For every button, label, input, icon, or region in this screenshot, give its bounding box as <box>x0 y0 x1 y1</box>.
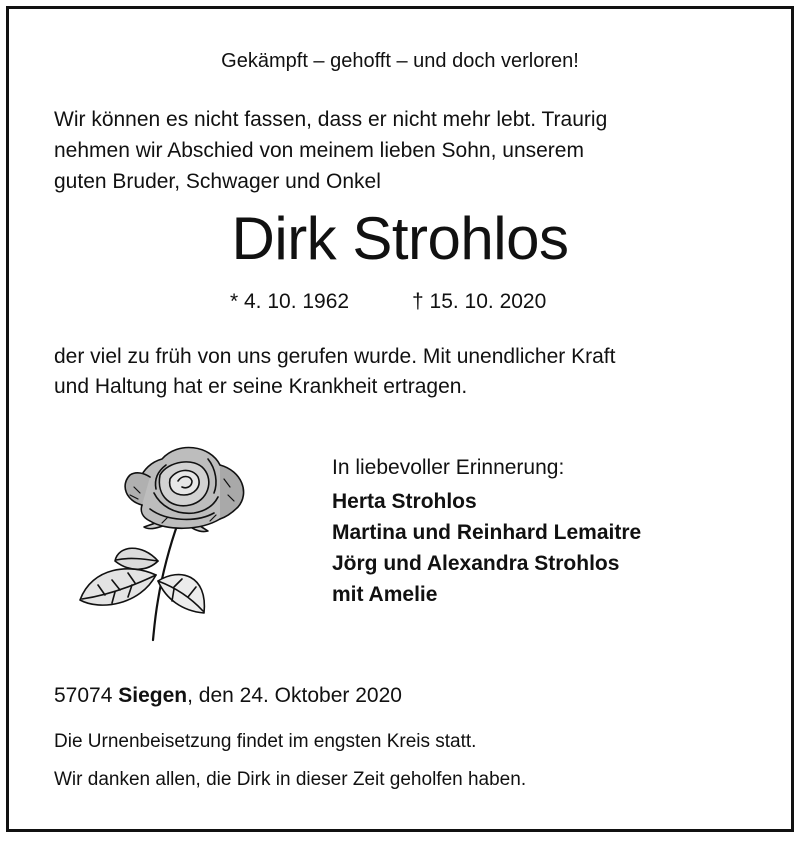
family-member: Herta Strohlos <box>332 490 477 513</box>
death-date: † 15. 10. 2020 <box>412 290 547 313</box>
notice-date: , den 24. Oktober 2020 <box>187 684 402 707</box>
family-heading: In liebevoller Erinnerung: <box>332 456 565 479</box>
family-block <box>332 452 641 610</box>
deceased-name: Dirk Strohlos <box>231 205 569 272</box>
rose-icon <box>70 435 260 645</box>
city: Siegen <box>118 684 188 707</box>
outro-line: und Haltung hat er seine Krankheit ertragen. <box>54 375 468 398</box>
family-member: Jörg und Alexandra Strohlos <box>332 552 620 575</box>
family-member: Martina und Reinhard Lemaitre <box>332 521 642 544</box>
thanks-note: Wir danken allen, die Dirk in dieser Zeit geholfen haben. <box>54 769 527 790</box>
intro-line: guten Bruder, Schwager und Onkel <box>54 170 381 193</box>
intro-line: Wir können es nicht fassen, dass er nicht mehr lebt. Traurig <box>54 108 608 131</box>
birth-date: * 4. 10. 1962 <box>230 290 350 313</box>
outro-line: der viel zu früh von uns gerufen wurde. Mit unendlicher Kraft <box>54 345 616 368</box>
burial-note: Die Urnenbeisetzung findet im engsten Kreis statt. <box>54 731 477 752</box>
intro-text <box>54 104 744 197</box>
intro-line: nehmen wir Abschied von meinem lieben Sohn, unserem <box>54 139 584 162</box>
family-member: mit Amelie <box>332 583 438 606</box>
outro-text <box>54 342 754 402</box>
place-date-line <box>54 684 402 708</box>
zip-code: 57074 <box>54 684 113 707</box>
motto: Gekämpft – gehofft – und doch verloren! <box>221 50 579 72</box>
